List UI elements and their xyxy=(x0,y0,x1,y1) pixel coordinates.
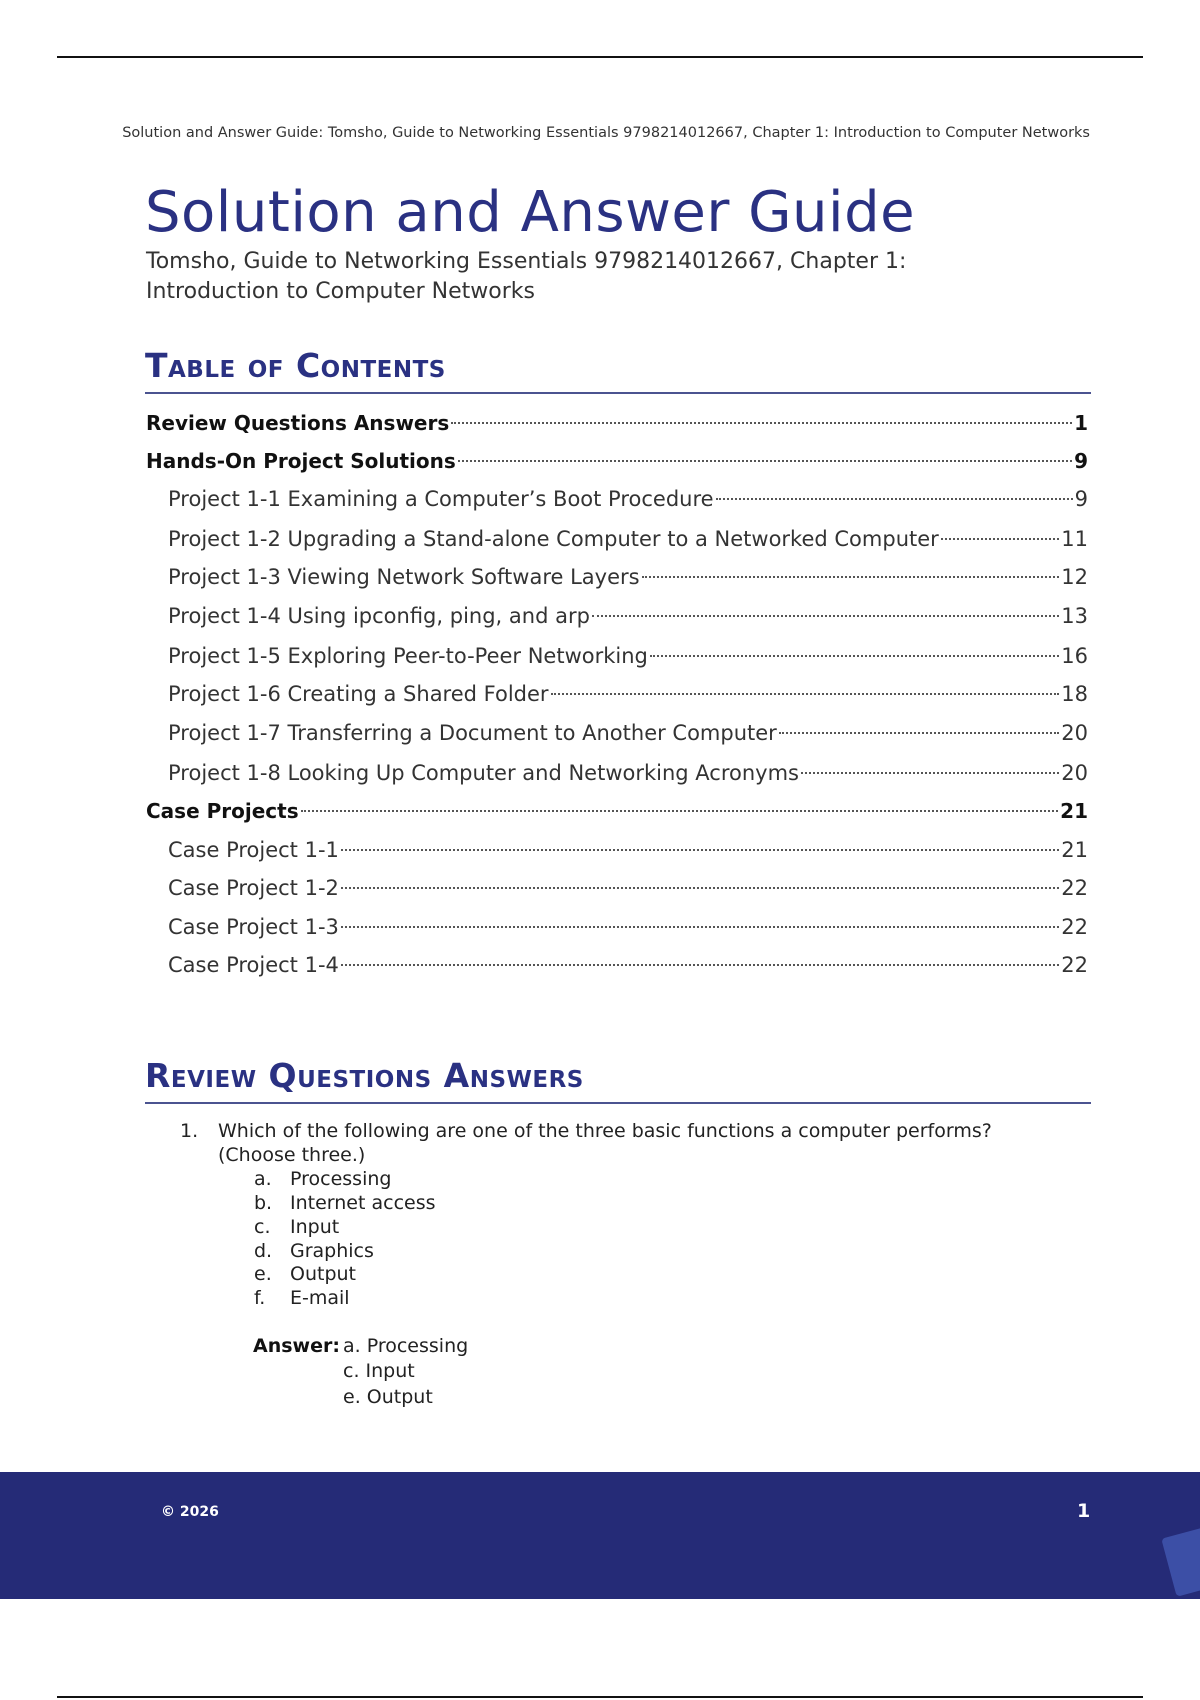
toc-page: 20 xyxy=(1061,761,1088,785)
answer-line: c. Input xyxy=(343,1360,415,1382)
toc-entry-case-project-1-3[interactable] xyxy=(168,912,1088,942)
toc-entry-hands-on-projects[interactable] xyxy=(146,446,1088,476)
toc-leader xyxy=(801,772,1059,774)
option-letter: f. xyxy=(254,1287,266,1309)
toc-label: Case Project 1-1 xyxy=(168,838,339,862)
option-e xyxy=(254,1262,356,1286)
toc-page: 22 xyxy=(1061,953,1088,977)
page-subtitle: Tomsho, Guide to Networking Essentials 9798214012667, Chapter 1: Introduction to Computer Networks xyxy=(146,249,907,304)
toc-leader xyxy=(642,576,1060,578)
toc-page: 21 xyxy=(1061,838,1088,862)
option-letter: c. xyxy=(254,1216,271,1238)
toc-leader xyxy=(551,693,1060,695)
toc-label: Case Project 1-2 xyxy=(168,876,339,900)
option-c xyxy=(254,1215,339,1239)
toc-leader xyxy=(341,887,1059,889)
toc-entry-project-1-4[interactable] xyxy=(168,601,1088,631)
option-text: Internet access xyxy=(290,1192,436,1214)
answer-line: a. Processing xyxy=(343,1335,469,1357)
toc-label: Project 1-3 Viewing Network Software Layers xyxy=(168,565,640,589)
toc-entry-project-1-5[interactable] xyxy=(168,641,1088,671)
option-b xyxy=(254,1191,436,1215)
toc-label: Project 1-2 Upgrading a Stand-alone Computer to a Networked Computer xyxy=(168,527,939,551)
toc-leader xyxy=(341,964,1059,966)
toc-leader xyxy=(341,849,1059,851)
option-letter: a. xyxy=(254,1168,272,1190)
toc-page: 12 xyxy=(1061,565,1088,589)
option-f xyxy=(254,1286,350,1310)
toc-label: Project 1-1 Examining a Computer’s Boot Procedure xyxy=(168,487,714,511)
bottom-rule xyxy=(57,1696,1143,1698)
question-text: Which of the following are one of the three basic functions a computer performs? (Choose three.) xyxy=(218,1120,992,1166)
toc-label: Case Project 1-4 xyxy=(168,953,339,977)
toc-page: 13 xyxy=(1061,604,1088,628)
toc-entry-project-1-7[interactable] xyxy=(168,718,1088,748)
toc-label: Project 1-7 Transferring a Document to Another Computer xyxy=(168,721,777,745)
toc-label: Case Projects xyxy=(146,799,299,823)
toc-page: 22 xyxy=(1061,915,1088,939)
toc-leader xyxy=(458,460,1072,462)
toc-page: 20 xyxy=(1061,721,1088,745)
toc-entry-review-questions[interactable] xyxy=(146,408,1088,438)
answer-label: Answer: xyxy=(253,1335,340,1357)
option-a xyxy=(254,1167,391,1191)
option-letter: b. xyxy=(254,1192,273,1214)
question-number: 1. xyxy=(180,1120,199,1142)
option-text: E-mail xyxy=(290,1287,350,1309)
copyright: © 2026 xyxy=(161,1504,219,1520)
toc-page: 1 xyxy=(1074,411,1088,435)
toc-leader xyxy=(301,810,1059,812)
option-text: Graphics xyxy=(290,1240,374,1262)
toc-leader xyxy=(716,498,1073,500)
toc-page: 9 xyxy=(1074,487,1088,511)
answer-line: e. Output xyxy=(343,1386,433,1408)
toc-entry-project-1-6[interactable] xyxy=(168,679,1088,709)
toc-label: Hands-On Project Solutions xyxy=(146,449,456,473)
top-rule xyxy=(57,56,1143,58)
option-text: Input xyxy=(290,1216,340,1238)
toc-page: 18 xyxy=(1061,682,1088,706)
toc-entry-project-1-8[interactable] xyxy=(168,758,1088,788)
toc-page: 21 xyxy=(1060,799,1088,823)
toc-leader xyxy=(451,422,1072,424)
option-text: Processing xyxy=(290,1168,392,1190)
toc-leader xyxy=(341,926,1059,928)
running-header: Solution and Answer Guide: Tomsho, Guide to Networking Essentials 9798214012667, Chapter 1: Introduction to Computer Networks xyxy=(122,125,1090,141)
toc-entry-project-1-2[interactable] xyxy=(168,524,1088,554)
toc-heading: Table of Contents xyxy=(145,344,1091,394)
toc-leader xyxy=(592,615,1059,617)
toc-page: 16 xyxy=(1061,644,1088,668)
toc-entry-project-1-3[interactable] xyxy=(168,562,1088,592)
toc-label: Review Questions Answers xyxy=(146,411,450,435)
toc-page: 9 xyxy=(1074,449,1088,473)
option-text: Output xyxy=(290,1263,356,1285)
toc-leader xyxy=(779,732,1059,734)
toc-label: Project 1-6 Creating a Shared Folder xyxy=(168,682,549,706)
toc-label: Case Project 1-3 xyxy=(168,915,339,939)
toc-entry-case-project-1-1[interactable] xyxy=(168,835,1088,865)
review-questions-heading: Review Questions Answers xyxy=(145,1054,1091,1104)
toc-label: Project 1-4 Using ipconfig, ping, and arp xyxy=(168,604,590,628)
toc-entry-project-1-1[interactable] xyxy=(168,484,1088,514)
option-letter: e. xyxy=(254,1263,272,1285)
toc-leader xyxy=(650,655,1059,657)
toc-page: 22 xyxy=(1061,876,1088,900)
option-letter: d. xyxy=(254,1240,273,1262)
footer-decoration xyxy=(1161,1523,1200,1596)
page-footer xyxy=(0,1472,1200,1599)
toc-page: 11 xyxy=(1061,527,1088,551)
toc-label: Project 1-8 Looking Up Computer and Networking Acronyms xyxy=(168,761,799,785)
toc-label: Project 1-5 Exploring Peer-to-Peer Networking xyxy=(168,644,648,668)
toc-entry-case-project-1-4[interactable] xyxy=(168,950,1088,980)
toc-entry-case-projects[interactable] xyxy=(146,796,1088,826)
toc-leader xyxy=(941,538,1059,540)
option-d xyxy=(254,1239,374,1263)
page-title: Solution and Answer Guide xyxy=(145,180,916,245)
page-number: 1 xyxy=(1077,1500,1091,1522)
toc-entry-case-project-1-2[interactable] xyxy=(168,873,1088,903)
